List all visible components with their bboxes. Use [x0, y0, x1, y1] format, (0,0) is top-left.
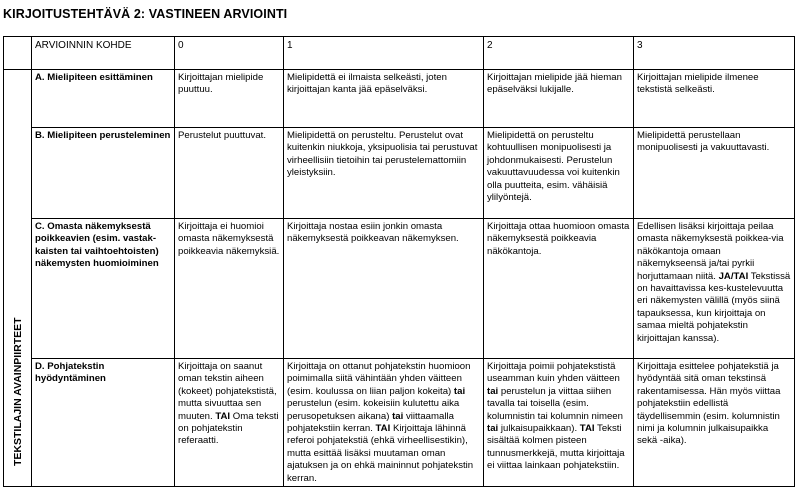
emphasis-text: tai [453, 385, 466, 397]
rubric-row [4, 70, 795, 128]
cell-text: Kirjoittaja poimii pohjatekstistä useamman kuin yhden väitteen [487, 361, 620, 385]
emphasis-text: TAI [375, 423, 391, 435]
header-level-1: 1 [284, 37, 484, 70]
cell-text: Edellisen lisäksi kirjoittaja peilaa omasta näkemyksestä poikkea-via näkökantoja omaan näkemykseensä ja/tai pyrkii horjuttamaan niitä. [637, 221, 784, 282]
level-1-cell: Mielipidettä on perusteltu. Perustelut ovat kuitenkin niukkoja, yksipuolisia tai perustuvat virheellisiin tietoihin tai perustelemattomiin yleistyksiin. [284, 128, 484, 219]
cell-text: viittaamalla pohjatekstiin kerran. [287, 410, 454, 435]
cell-text: julkaisupaikkaan). [498, 423, 580, 435]
emphasis-text: JA/TAI [718, 270, 749, 282]
header-level-2: 2 [484, 37, 634, 70]
header-level-3: 3 [634, 37, 795, 70]
emphasis-text: tai [487, 423, 499, 435]
side-label: TEKSTILAJIN AVAINPIIRTEET [11, 317, 24, 466]
header-empty-cell [4, 37, 32, 70]
cell-text: Tekstissä on havaittavissa kes-kustelevuutta eri näkemysten välillä (myös siinä tapauksessa, kun kirjoittaja on samaa mieltä pohjatekstin kirjoittajan kanssa). [637, 270, 791, 344]
level-3-cell: Kirjoittaja esittelee pohjatekstiä ja hyödyntää sitä oman tekstinsä rakentamisessa. Hän myös viittaa pohjatekstiin edellistä täydellisemmin (esim. kolumnistin nimi ja kolumnin julkaisupaikka sekä -aika). [634, 359, 795, 487]
criterion-cell: B. Mielipiteen perusteleminen [32, 128, 175, 219]
level-3-cell [634, 219, 795, 359]
level-1-cell: Mielipidettä ei ilmaista selkeästi, joten kirjoittajan kanta jää epäselväksi. [284, 70, 484, 128]
criterion-cell: C. Omasta näkemyksestä poikkeavien (esim. vastak-kaisten tai vaihtoehtoisten) näkemysten huomioiminen [32, 219, 175, 359]
rubric-table [3, 36, 795, 487]
cell-text: Oma teksti on pohjatekstin referaatti. [178, 410, 279, 447]
cell-text: Kirjoittaja on ottanut pohjatekstin huomioon poimimalla siitä vähintään yhden väitteen (esim. koulussa on liian paljon kokeita) [287, 361, 471, 397]
criterion-cell: D. Pohjatekstin hyödyntäminen [32, 359, 175, 487]
level-2-cell: Mielipidettä on perusteltu kohtuullisen monipuolisesti ja johdonmukaisesti. Perustelun vakuuttavuudessa voi kuitenkin olla puutteita, esim. vähäisiä ylilyöntejä. [484, 128, 634, 219]
cell-text: perustelun ja viittaa siihen tavalla tai toisella (esim. kolumnistin tai kolumnin nimeen [487, 385, 623, 422]
rubric-row [4, 128, 795, 219]
level-1-cell: Kirjoittaja nostaa esiin jonkin omasta näkemyksestä poikkeavan näkemyksen. [284, 219, 484, 359]
cell-text: Teksti sisältää kolmen pisteen tunnusmerkkejä, mutta kirjoittaja ei viittaa lainkaan pohjatekstiin. [487, 423, 625, 472]
header-criterion: ARVIOINNIN KOHDE [32, 37, 175, 70]
level-0-cell: Perustelut puuttuvat. [175, 128, 284, 219]
rubric-row [4, 219, 795, 359]
cell-text: perustelun (esim. kokeisiin kulutettu aika perusopetuksen aikana) [287, 398, 460, 422]
level-3-cell: Kirjoittajan mielipide ilmenee tekstistä selkeästi. [634, 70, 795, 128]
level-3-cell: Mielipidettä perustellaan monipuolisesti ja vakuuttavasti. [634, 128, 795, 219]
emphasis-text: tai [487, 385, 499, 397]
header-level-0: 0 [175, 37, 284, 70]
level-0-cell: Kirjoittajan mielipide puuttuu. [175, 70, 284, 128]
cell-text: Kirjoittaja lähinnä referoi pohjatekstiä (ehkä virheellisestikin), mutta esittää lisäksi muutaman oman ajatuksen ja on ehkä maininnut pohjatekstin kerran. [287, 423, 474, 484]
level-2-cell: Kirjoittajan mielipide jää hieman epäselväksi lukijalle. [484, 70, 634, 128]
level-2-cell [484, 359, 634, 487]
page-title: KIRJOITUSTEHTÄVÄ 2: VASTINEEN ARVIOINTI [3, 7, 288, 21]
level-2-cell: Kirjoittaja ottaa huomioon omasta näkemyksestä poikkeavia näkökantoja. [484, 219, 634, 359]
level-1-cell [284, 359, 484, 487]
cell-text: Kirjoittaja on saanut oman tekstin aiheen (kokeet) pohjatekstistä, mutta sivuuttaa sen muuten. [178, 361, 277, 422]
rubric-row [4, 359, 795, 487]
emphasis-text: tai [392, 410, 404, 422]
criterion-cell: A. Mielipiteen esittäminen [32, 70, 175, 128]
level-0-cell [175, 359, 284, 487]
emphasis-text: TAI [579, 423, 595, 435]
side-label-cell [4, 70, 32, 487]
level-0-cell: Kirjoittaja ei huomioi omasta näkemyksestä poikkeavia näkemyksiä. [175, 219, 284, 359]
header-row [4, 37, 795, 70]
emphasis-text: TAI [215, 410, 231, 422]
